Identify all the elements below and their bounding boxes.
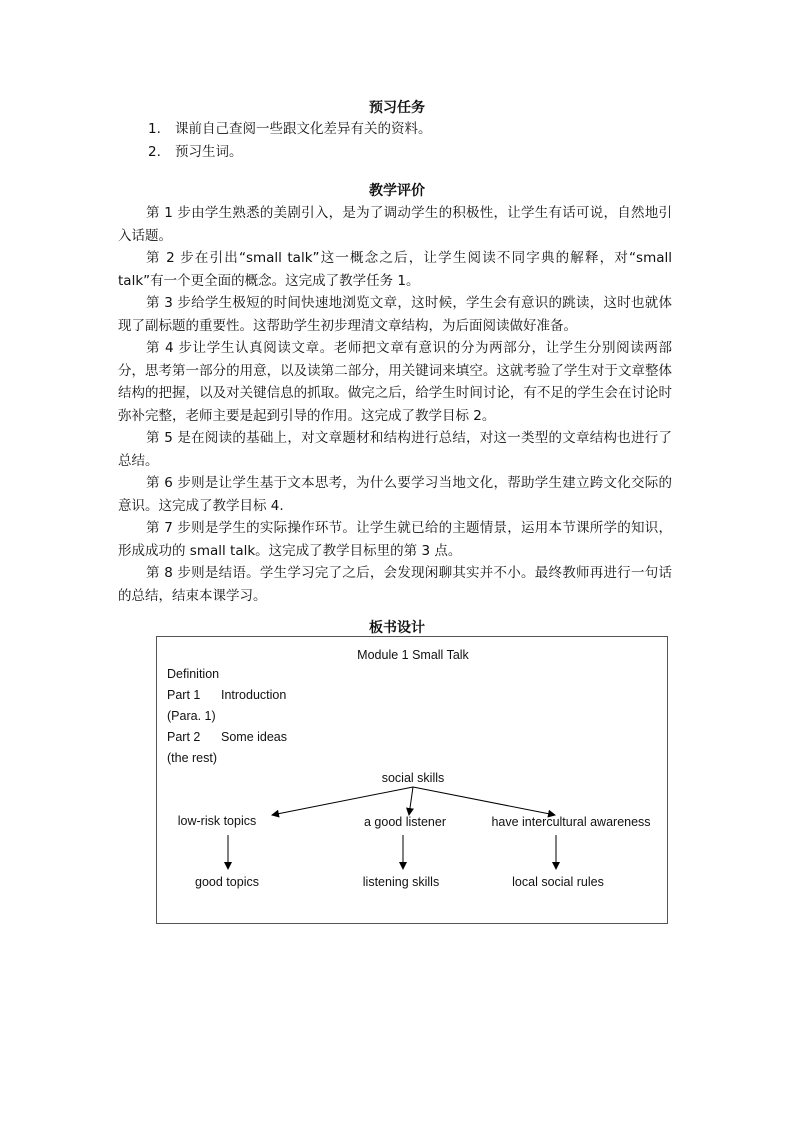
paragraph: 第 1 步由学生熟悉的美剧引入，是为了调动学生的积极性，让学生有话可说，自然地引入话题。 (118, 205, 672, 244)
paragraph: 第 7 步则是学生的实际操作环节。让学生就已给的主题情景，运用本节课所学的知识，形成成功的 small talk。这完成了教学目标里的第 3 点。 (118, 520, 672, 559)
part1-text: Introduction (221, 688, 287, 702)
branch-node: have intercultural awareness (491, 815, 651, 829)
paragraph: 第 8 步则是结语。学生学习完了之后，会发现闲聊其实并不小。最终教师再进行一句话的总结，结束本课学习。 (118, 565, 672, 604)
part2-rest: (the rest) (167, 751, 218, 765)
part2-text: Some ideas (221, 730, 288, 744)
evaluation-title: 教学评价 (369, 183, 425, 199)
paragraph: 第 2 步在引出“small talk”这一概念之后，让学生阅读不同字典的解释，对“small talk”有一个更全面的概念。这完成了教学任务 1。 (118, 250, 672, 289)
blackboard-design-box (156, 636, 668, 924)
arrow-to-good-listener (409, 787, 413, 815)
arrow-to-intercultural-awareness (413, 787, 555, 815)
paragraph: 第 4 步让学生认真阅读文章。老师把文章有意识的分为两部分，让学生分别阅读两部分，思考第一部分的用意，以及读第二部分，用关键词来填空。这就考验了学生对于文章整体结构的把握，以及对关键信息的抓取。做完之后，给学生时间讨论，有不足的学生会在讨论时弥补完整，老师主要是起到引导的作用。这完成了教学目标 2。 (118, 340, 672, 424)
preview-title: 预习任务 (369, 100, 425, 116)
preview-list (148, 120, 432, 166)
part2-label: Part 2 (167, 730, 201, 744)
branch-node: low-risk topics (177, 814, 257, 828)
evaluation-body (118, 202, 672, 607)
list-item: 2. 预习生词。 (148, 144, 243, 160)
definition-label: Definition (167, 667, 220, 681)
part1-label: Part 1 (167, 688, 201, 702)
branch-node: a good listener (363, 815, 446, 829)
board-title: 板书设计 (369, 620, 425, 636)
board-heading: Module 1 Small Talk (357, 648, 469, 662)
leaf-node: listening skills (362, 875, 440, 889)
list-item: 1. 课前自己查阅一些跟文化差异有关的资料。 (148, 121, 432, 137)
paragraph: 第 6 步则是让学生基于文本思考，为什么要学习当地文化，帮助学生建立跨文化交际的意识。这完成了教学目标 4. (118, 475, 672, 514)
arrow-to-low-risk-topics (272, 787, 413, 815)
part1-para: (Para. 1) (167, 709, 216, 723)
paragraph: 第 5 是在阅读的基础上，对文章题材和结构进行总结，对这一类型的文章结构也进行了总结。 (118, 430, 672, 469)
root-node: social skills (381, 771, 445, 785)
leaf-node: good topics (195, 875, 259, 889)
leaf-node: local social rules (512, 875, 604, 889)
paragraph: 第 3 步给学生极短的时间快速地浏览文章，这时候，学生会有意识的跳读，这时也就体现了副标题的重要性。这帮助学生初步理清文章结构，为后面阅读做好准备。 (118, 295, 672, 334)
